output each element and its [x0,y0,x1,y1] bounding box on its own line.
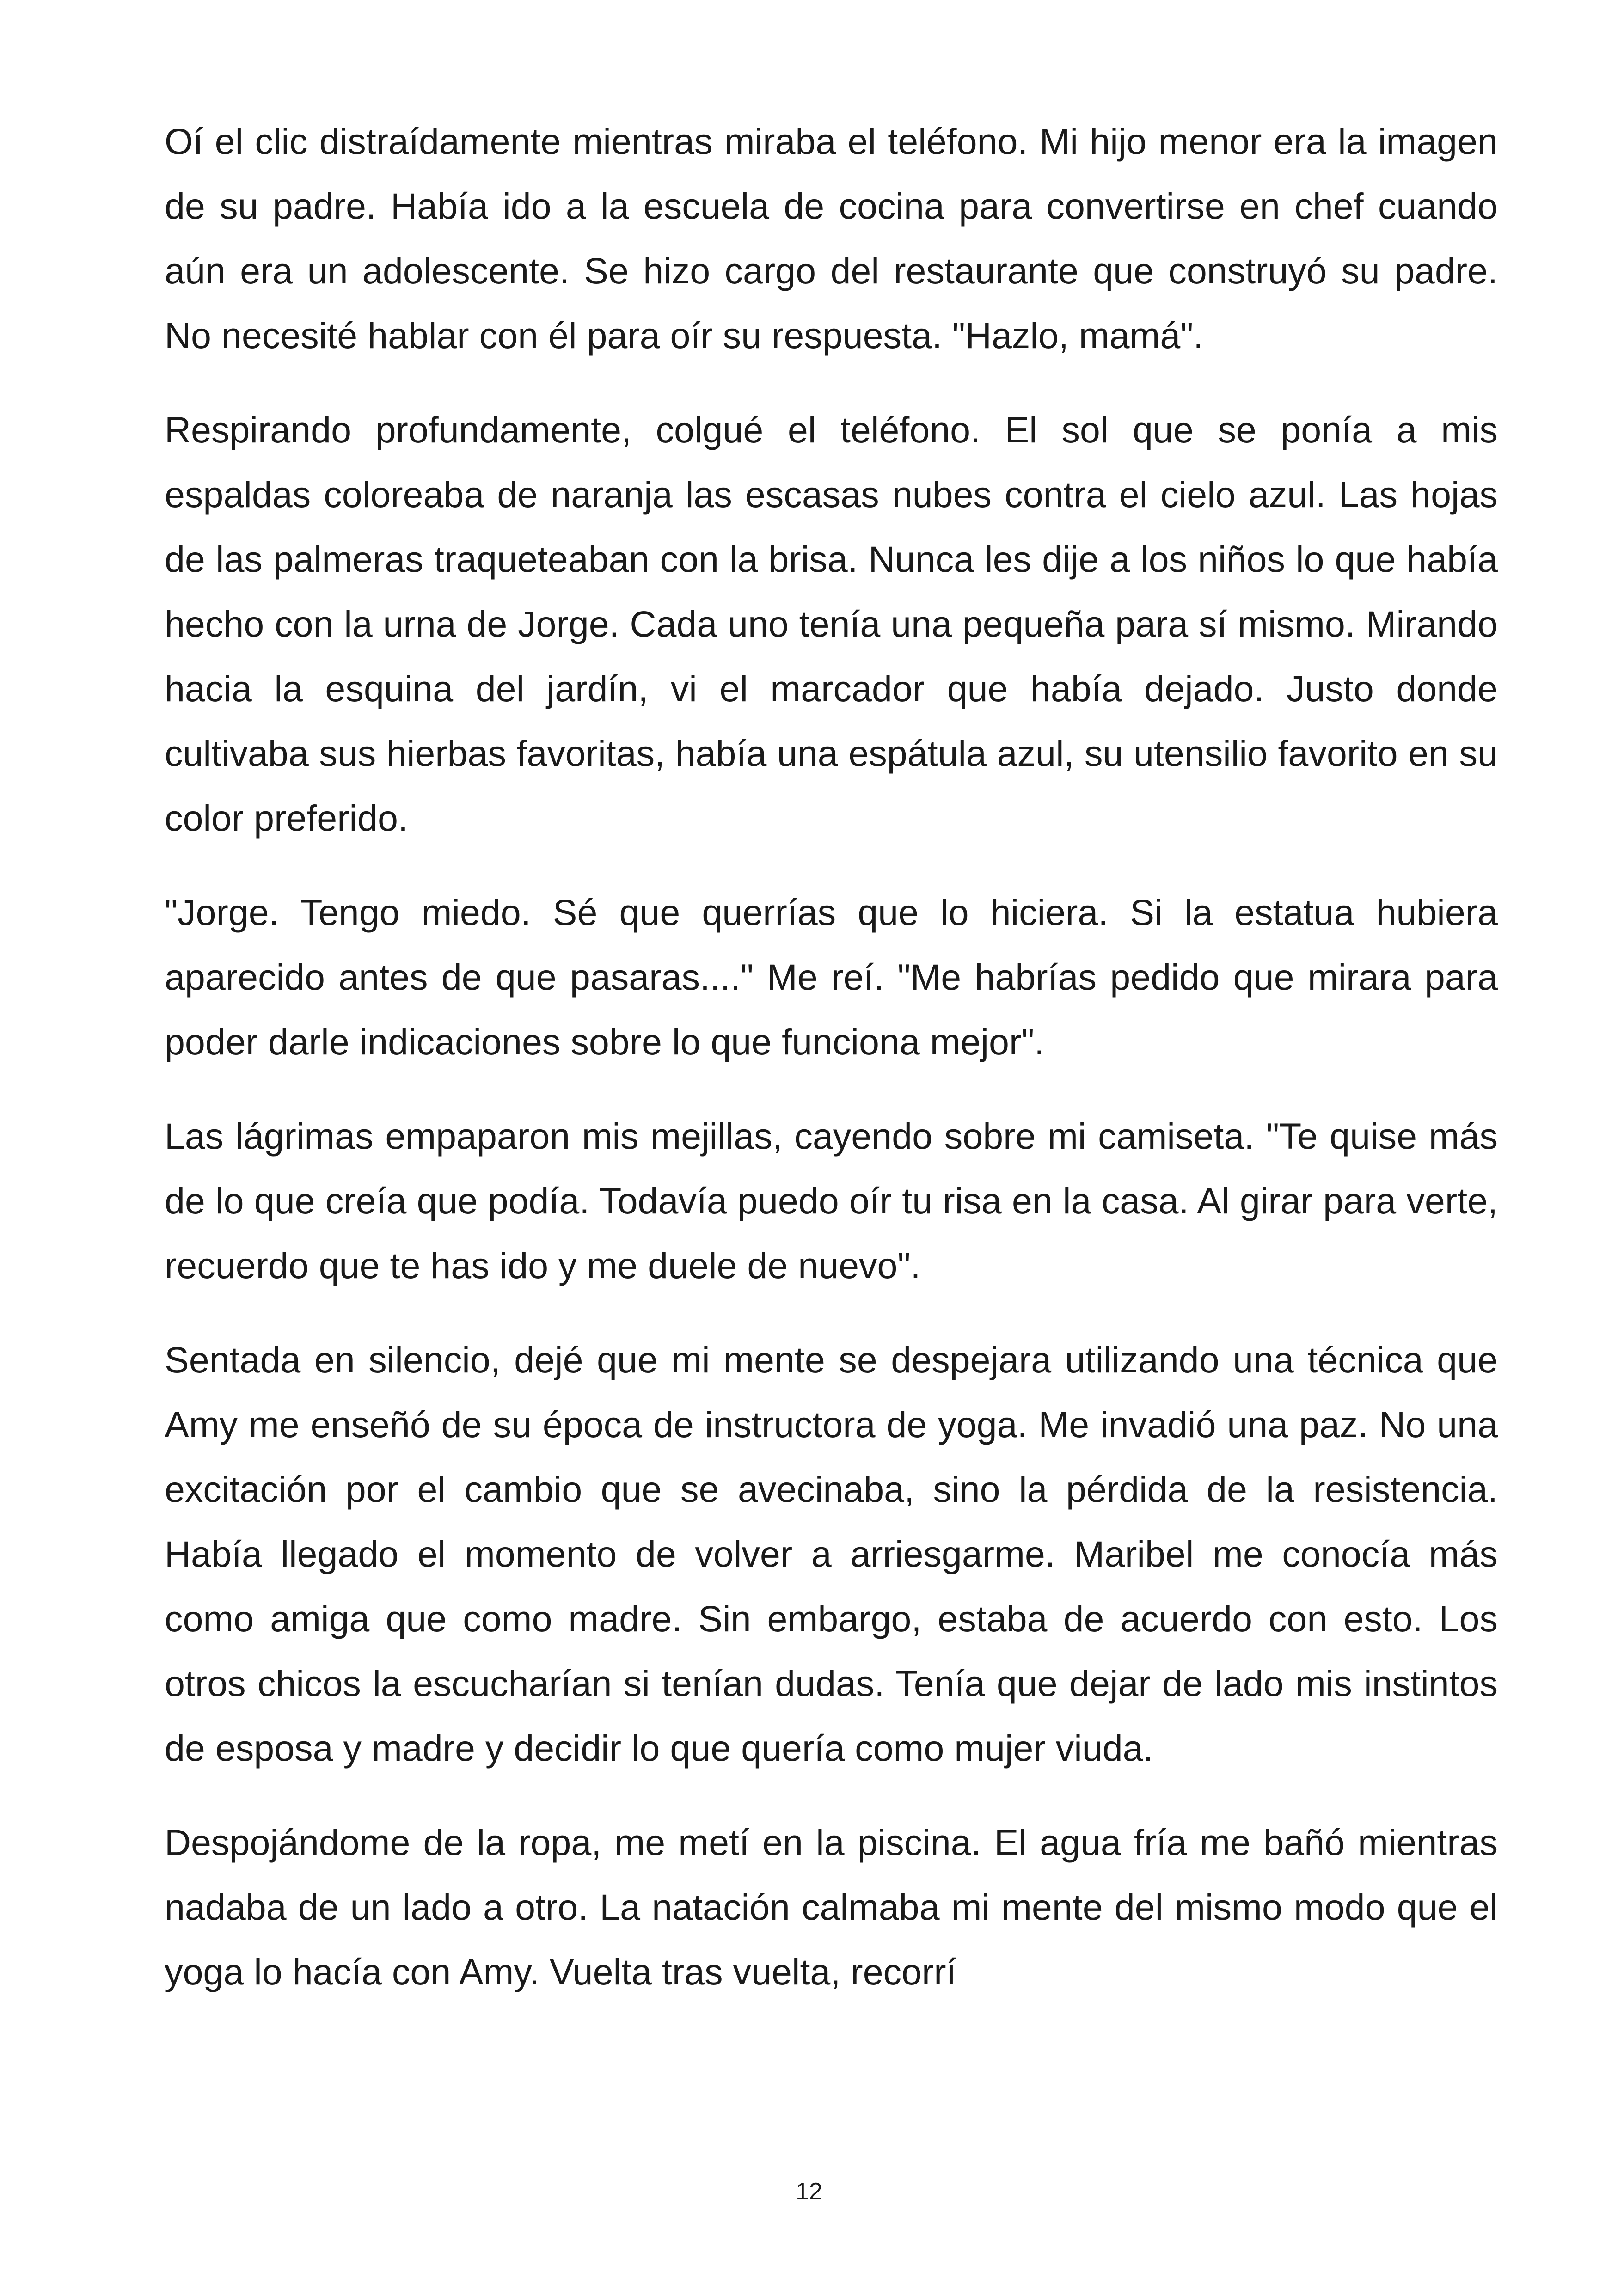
paragraph: Respirando profundamente, colgué el teléfono. El sol que se ponía a mis espaldas coloreaba de naranja las escasas nubes contra el cielo azul. Las hojas de las palmeras traqueteaban con la brisa. Nunca les dije a los niños lo que había hecho con la urna de Jorge. Cada uno tenía una pequeña para sí mismo. Mirando hacia la esquina del jardín, vi el marcador que había dejado. Justo donde cultivaba sus hierbas favoritas, había una espátula azul, su utensilio favorito en su color preferido. [165,409,1498,839]
paragraph: Las lágrimas empaparon mis mejillas, cayendo sobre mi camiseta. "Te quise más de lo que creía que podía. Todavía puedo oír tu risa en la casa. Al girar para verte, recuerdo que te has ido y me duele de nuevo". [165,1115,1498,1286]
paragraph: Despojándome de la ropa, me metí en la piscina. El agua fría me bañó mientras nadaba de un lado a otro. La natación calmaba mi mente del mismo modo que el yoga lo hacía con Amy. Vuelta tras vuelta, recorrí [165,1822,1498,1992]
paragraph: "Jorge. Tengo miedo. Sé que querrías que lo hiciera. Si la estatua hubiera aparecido antes de que pasaras...." Me reí. "Me habrías pedido que mirara para poder darle indicaciones sobre lo que funciona mejor". [165,892,1498,1062]
paragraph: Sentada en silencio, dejé que mi mente se despejara utilizando una técnica que Amy me enseñó de su época de instructora de yoga. Me invadió una paz. No una excitación por el cambio que se avecinaba, sino la pérdida de la resistencia. Había llegado el momento de volver a arriesgarme. Maribel me conocía más como amiga que como madre. Sin embargo, estaba de acuerdo con esto. Los otros chicos la escucharían si tenían dudas. Tenía que dejar de lado mis instintos de esposa y madre y decidir lo que quería como mujer viuda. [165,1339,1498,1769]
document-page [165,109,1498,2034]
page-number: 12 [796,2178,822,2205]
paragraph: Oí el clic distraídamente mientras miraba el teléfono. Mi hijo menor era la imagen de su padre. Había ido a la escuela de cocina para convertirse en chef cuando aún era un adolescente. Se hizo cargo del restaurante que construyó su padre. No necesité hablar con él para oír su respuesta. "Hazlo, mamá". [165,121,1498,356]
